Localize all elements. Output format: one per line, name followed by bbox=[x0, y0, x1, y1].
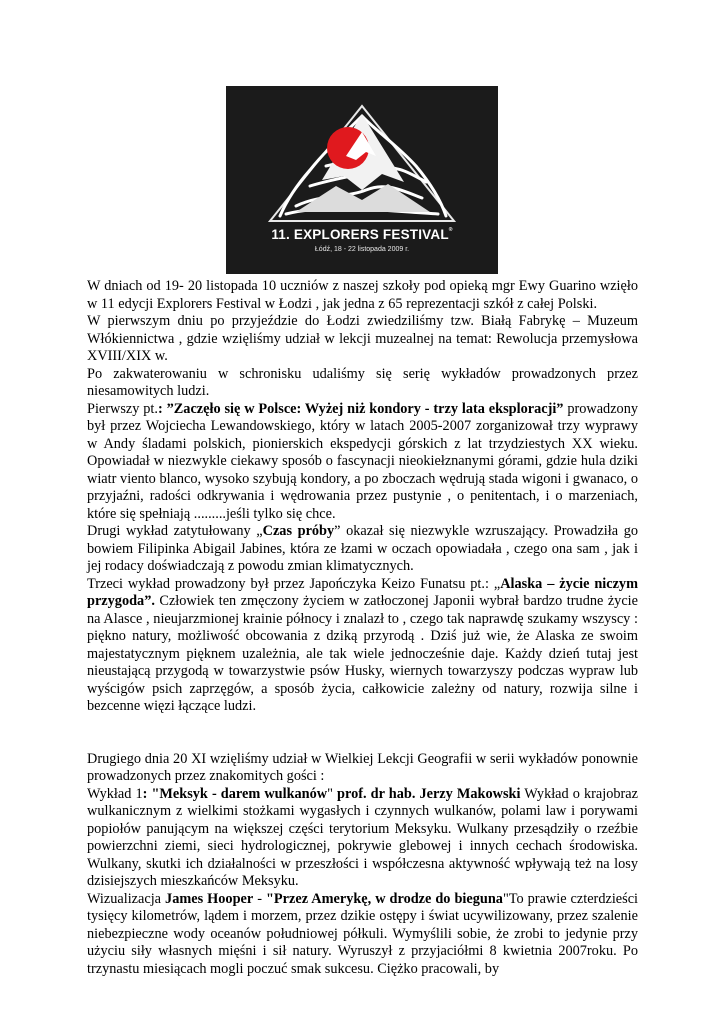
paragraph-day-2: Drugiego dnia 20 XI wzięliśmy udział w Wielkiej Lekcji Geografii w serii wykładów ponownie prowadzonych przez znakomitych gości : bbox=[87, 750, 638, 784]
hooper-title: "Przez Amerykę, w drodze do bieguna bbox=[266, 890, 503, 907]
paragraph-lecture-1: Pierwszy pt.: ”Zaczęło się w Polsce: Wyżej niż kondory - trzy lata eksploracji” prowadzony był przez Wojciecha Lewandowskiego, który w latach 2005-2007 zorganizował trzy wyprawy w Andy śladami polskich, pionierskich ekspedycji górskich z lat trzydziestych XX wieku. Opowiadał w niezwykle ciekawy sposób o fascynacji nieokiełznanymi górami, gdzie hula dziki wiatr viento blanco, wysoko szybują kondory, a po zboczach wędrują stada wigoni i gwanaco, o przyjaźni, radości odkrywania i wędrowania przez pustynie , o penitentach, i o marzeniach, które się spełniają .........jeśli tylko się chce. bbox=[87, 400, 638, 522]
paragraph-intro: W dniach od 19- 20 listopada 10 uczniów z naszej szkoły pod opieką mgr Ewy Guarino wzięło w 11 edycji Explorers Festival w Łodzi , jak jedna z 65 reprezentacji szkół z całej Polski. bbox=[87, 278, 638, 312]
lecture-1-title: : ”Zaczęło się w Polsce: Wyżej niż kondory - trzy lata eksploracji” bbox=[157, 400, 564, 417]
article-body bbox=[87, 278, 638, 978]
paragraph-meksyk: Wykład 1: "Meksyk - darem wulkanów" prof. dr hab. Jerzy Makowski Wykład o krajobraz wulkanicznym z wielkimi stożkami wygasłych i czynnych wulkanów, polami law i porywami popiołów panującym na większej części terytorium Meksyku. Wulkany przesądziły o rzeźbie powierzchni ziemi, sieci hydrologicznej, pokrywie glebowej i innych cechach środowiska. Wulkany, skutki ich działalności w przeszłości i współczesna aktywność wpływają też na losy dzisiejszych mieszkańców Meksyku. bbox=[87, 785, 638, 889]
paragraph-museum: W pierwszym dniu po przyjeździe do Łodzi zwiedziliśmy tzw. Białą Fabrykę – Muzeum Włókiennictwa , gdzie wzięliśmy udział w lekcji muzealnej na temat: Rewolucja przemysłowa XVIII/XIX w. bbox=[87, 313, 638, 364]
paragraph-lectures: Po zakwaterowaniu w schronisku udaliśmy się serię wykładów prowadzonych przez niesamowitych ludzi. bbox=[87, 365, 638, 399]
lecture-2-title: Czas próby bbox=[262, 523, 335, 539]
logo-subtitle: Łódź, 18 - 22 listopada 2009 r. bbox=[314, 246, 410, 253]
hooper-name: James Hooper bbox=[165, 890, 254, 907]
festival-logo bbox=[226, 86, 498, 274]
meksyk-speaker: prof. dr hab. Jerzy Makowski bbox=[337, 785, 521, 802]
paragraph-lecture-2: Drugi wykład zatytułowany „Czas próby” okazał się niezwykle wzruszający. Prowadziła go bowiem Filipinka Abigail Jabines, która ze łzami w oczach opowiadała , czego ona sam , jak i jej rodacy doświadczają z powodu zmian klimatycznych. bbox=[87, 523, 638, 574]
paragraph-spacer bbox=[87, 716, 638, 751]
paragraph-hooper: Wizualizacja James Hooper - "Przez Amerykę, w drodze do bieguna"To prawie czterdzieści tysięcy kilometrów, lądem i morzem, przez dzikie ostępy i świat ucywilizowany, przez szalenie niebezpieczne wody oceanów południowej półkuli. Wymyślili sobie, że zrobi to jedynie przy użyciu siły własnych mięśni i sił natury. Wyruszył z przyjaciółmi 8 kwietnia 2007roku. Po trzynastu miesiącach mogli poczuć smak sukcesu. Ciężko pracowali, by bbox=[87, 890, 639, 977]
meksyk-title: : "Meksyk - darem wulkanów bbox=[142, 785, 328, 802]
logo-title: 11. EXPLORERS FESTIVAL® bbox=[271, 227, 453, 242]
lecture-3-title: Alaska – życie niczym przygoda”. bbox=[87, 575, 638, 609]
paragraph-lecture-3: Trzeci wykład prowadzony był przez Japończyka Keizo Funatsu pt.: „Alaska – życie niczym przygoda”. Człowiek ten zmęczony życiem w zatłoczonej Japonii wybrał bardzo trudne życie na Alasce , nieujarzmionej krainie północy i znalazł to , czego tak naprawdę szukamy wszyscy : piękno natury, możliwość obcowania z dziką przyrodą . Dziś już wie, że Alaska ze swoim majestatycznym pięknem uzależnia, ale tak wiele jednocześnie daje. Każdy dzień tutaj jest nieustającą przygodą w towarzystwie psów Husky, wiernych towarzyszy podczas wypraw lub wyścigów psich zaprzęgów, a sposób życia, całkowicie zależny od natury, rozwija silne i bezcenne więzi łączące ludzi. bbox=[87, 575, 638, 714]
